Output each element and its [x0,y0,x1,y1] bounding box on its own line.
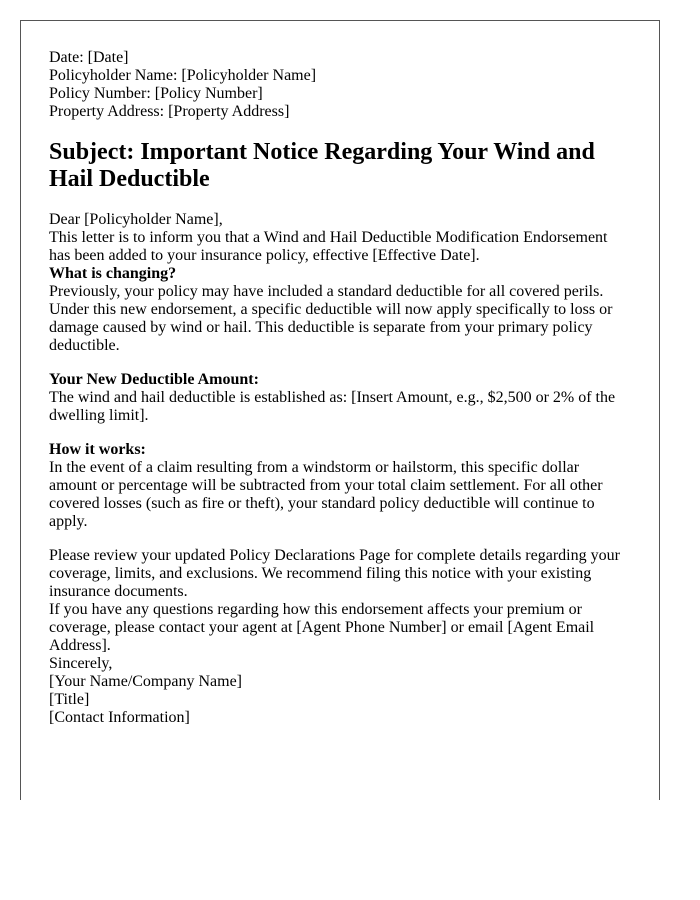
letter-page [20,20,660,800]
policy-info [49,67,631,121]
signature-name: [Your Name/Company Name] [49,673,243,690]
closing: Sincerely, [49,655,113,672]
signature-title: [Title] [49,691,90,708]
signature-contact: [Contact Information] [49,709,190,726]
section-body: The wind and hail deductible is established as: [Insert Amount, e.g., $2,500 or 2% of the dwelling limit]. [49,389,616,424]
section-how-it-works [49,441,631,531]
policy-number-line: Policy Number: [Policy Number] [49,85,263,102]
section-body: In the event of a claim resulting from a windstorm or hailstorm, this specific dollar amount or percentage will be subtracted from your total claim settlement. For all other covered losses (such as fire or theft), your standard policy deductible will continue to apply. [49,459,603,530]
review-paragraph: Please review your updated Policy Declarations Page for complete details regarding your coverage, limits, and exclusions. We recommend filing this notice with your existing insurance documents. [49,547,620,600]
section-title: How it works: [49,441,146,458]
date-line: Date: [Date] [49,49,129,66]
section-title: Your New Deductible Amount: [49,371,259,388]
intro-paragraph: This letter is to inform you that a Wind and Hail Deductible Modification Endorsement has been added to your insurance policy, effective [Effective Date]. [49,229,608,264]
salutation: Dear [Policyholder Name], [49,211,223,228]
section-body: Previously, your policy may have included a standard deductible for all covered perils. Under this new endorsement, a specific deductible will now apply specifically to loss or damage caused by wind or hail. This deductible is separate from your primary policy deductible. [49,283,613,354]
property-address-line: Property Address: [Property Address] [49,103,290,120]
signature-block [49,673,631,727]
section-what-is-changing [49,265,631,355]
subject-heading: Subject: Important Notice Regarding Your Wind and Hail Deductible [49,139,595,192]
section-new-deductible [49,371,631,425]
questions-paragraph: If you have any questions regarding how this endorsement affects your premium or coverage, please contact your agent at [Agent Phone Number] or email [Agent Email Address]. [49,601,595,654]
section-title: What is changing? [49,265,177,282]
policyholder-name-line: Policyholder Name: [Policyholder Name] [49,67,317,84]
